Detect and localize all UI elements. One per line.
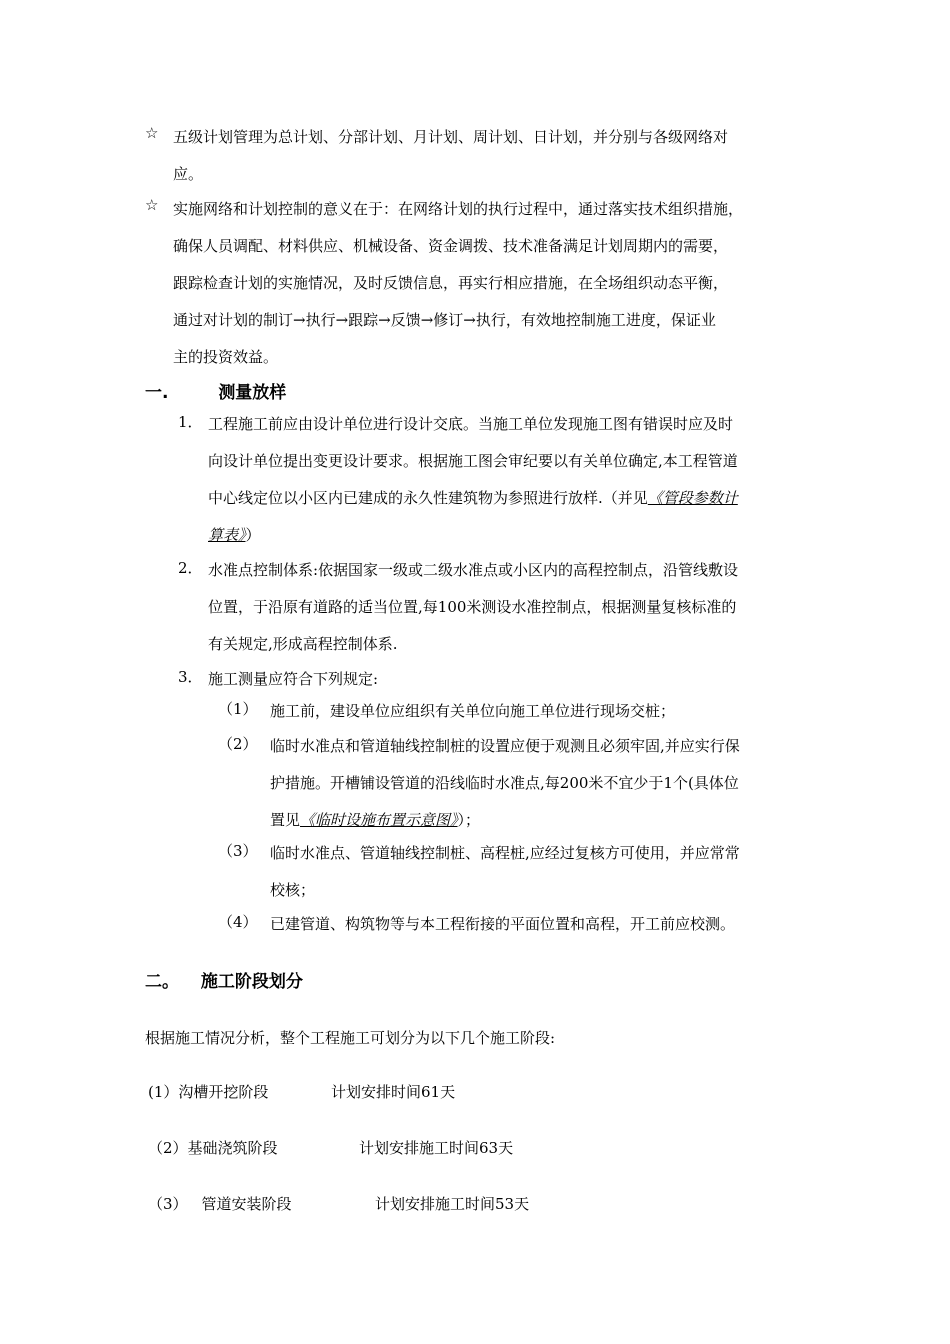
star-paragraph-1 <box>145 124 815 198</box>
text-line: 护措施。开槽铺设管道的沿线临时水准点,每200米不宜少于1个(具体位 <box>270 774 739 792</box>
sub-item-4 <box>218 911 818 948</box>
phase-plan: 计划安排施工时间63天 <box>359 1139 514 1157</box>
text-segment: 中心线定位以小区内已建成的永久性建筑物为参照进行放样.（并见 <box>208 489 648 507</box>
text-line <box>208 522 818 559</box>
phase-row <box>148 1193 292 1214</box>
phase-plan: 计划安排施工时间53天 <box>375 1195 530 1213</box>
text-line: 应。 <box>173 165 204 183</box>
section-title: 测量放样 <box>218 383 287 403</box>
diagram-reference-link[interactable]: 《临时设施布置示意图》 <box>300 811 458 829</box>
text-line <box>208 485 818 522</box>
sub-item-2 <box>218 733 818 844</box>
sub-item-1 <box>218 698 818 735</box>
sub-item-number: （4） <box>218 913 258 931</box>
text-line: 位置，于沿原有道路的适当位置,每100米测设水准控制点，根据测量复核标准的 <box>208 598 737 616</box>
text-line: 施工前，建设单位应组织有关单位向施工单位进行现场交桩； <box>270 702 676 720</box>
text-line: 已建管道、构筑物等与本工程衔接的平面位置和高程，开工前应校测。 <box>270 915 736 933</box>
item-number: 1． <box>178 413 203 431</box>
text-line: 水准点控制体系:依据国家一级或二级水准点或小区内的高程控制点，沿管线敷设 <box>208 561 739 579</box>
table-reference-link[interactable]: 《管段参数计 <box>647 489 738 507</box>
text-segment: ）； <box>457 811 481 829</box>
phase-name: 管道安装阶段 <box>201 1195 292 1213</box>
section-title: 施工阶段划分 <box>200 972 303 992</box>
text-line <box>270 807 818 844</box>
text-line: 实施网络和计划控制的意义在于：在网络计划的执行过程中，通过落实技术组织措施， <box>173 200 744 218</box>
text-line: 主的投资效益。 <box>173 348 279 366</box>
phase-row <box>148 1081 268 1102</box>
section-number: 一. <box>145 383 169 403</box>
text-line: 向设计单位提出变更设计要求。根据施工图会审纪要以有关单位确定,本工程管道 <box>208 452 738 470</box>
text-line: 临时水准点、管道轴线控制桩、高程桩,应经过复核方可使用，并应常常 <box>270 844 740 862</box>
phase-name: 基础浇筑阶段 <box>187 1139 278 1157</box>
sub-item-number: （2） <box>218 735 258 753</box>
star-paragraph-2 <box>145 196 815 381</box>
sub-item-number: （1） <box>218 700 258 718</box>
numbered-item-1 <box>178 411 818 559</box>
text-line: 跟踪检查计划的实施情况，及时反馈信息，再实行相应措施，在全场组织动态平衡， <box>173 274 729 292</box>
phase-plan: 计划安排时间61天 <box>331 1083 456 1101</box>
numbered-item-2 <box>178 557 818 668</box>
text-line: 通过对计划的制订→执行→跟踪→反馈→修订→执行，有效地控制施工进度，保证业 <box>173 311 716 329</box>
text-line: 临时水准点和管道轴线控制桩的设置应便于观测且必须牢固,并应实行保 <box>270 737 740 755</box>
section-heading-2 <box>145 967 303 992</box>
star-icon: ☆ <box>145 124 159 142</box>
phase-number: （2） <box>148 1139 188 1157</box>
text-line: 校核； <box>270 881 316 899</box>
section-heading-1 <box>145 378 286 403</box>
text-line: 有关规定,形成高程控制体系. <box>208 635 398 653</box>
text-line: 施工测量应符合下列规定: <box>208 670 379 688</box>
text-segment: ） <box>245 526 261 544</box>
text-segment: 置见 <box>270 811 301 829</box>
intro-text: 根据施工情况分析，整个工程施工可划分为以下几个施工阶段: <box>145 1029 556 1047</box>
item-number: 3． <box>178 668 203 686</box>
sub-item-number: （3） <box>218 842 258 860</box>
phase-name: 沟槽开挖阶段 <box>178 1083 269 1101</box>
phase-row <box>148 1137 278 1158</box>
sub-item-3 <box>218 840 818 914</box>
phase-number: (1） <box>148 1083 179 1101</box>
table-reference-link-cont[interactable]: 算表》 <box>208 526 246 544</box>
phase-number: （3） <box>148 1195 188 1213</box>
item-number: 2． <box>178 559 203 577</box>
text-line: 五级计划管理为总计划、分部计划、月计划、周计划、日计划，并分别与各级网络对 <box>173 128 729 146</box>
text-line: 工程施工前应由设计单位进行设计交底。当施工单位发现施工图有错误时应及时 <box>208 415 734 433</box>
star-icon: ☆ <box>145 196 159 214</box>
section-number: 二。 <box>145 972 179 992</box>
text-line: 确保人员调配、材料供应、机械设备、资金调拨、技术准备满足计划周期内的需要， <box>173 237 729 255</box>
